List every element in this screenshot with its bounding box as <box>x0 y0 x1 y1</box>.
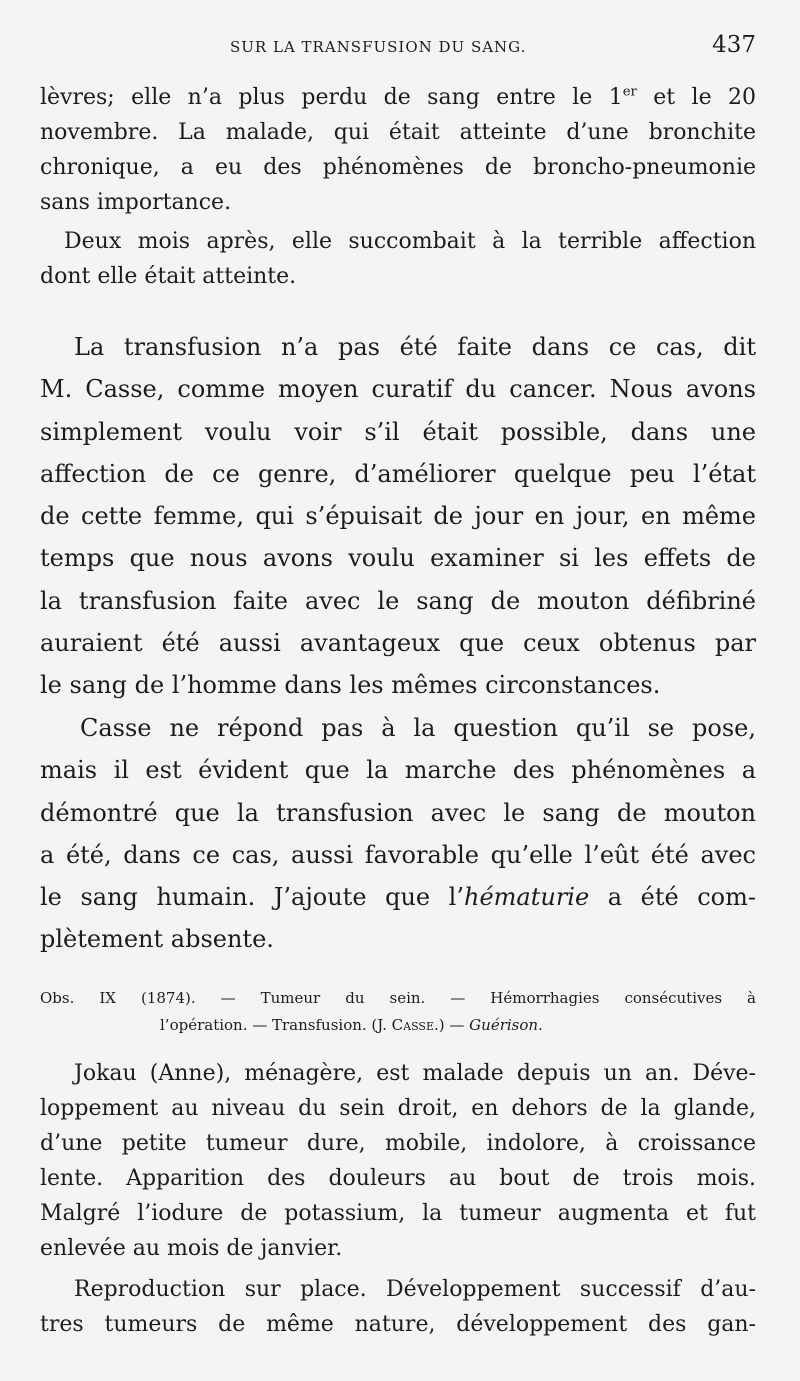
text-line: d’une petite tumeur dure, mobile, indolore, à croissance <box>40 1131 756 1156</box>
text-line: mais il est évident que la marche des phénomènes a <box>40 756 756 785</box>
running-head: SUR LA TRANSFUSION DU SANG. <box>230 38 527 56</box>
text-line: le sang humain. J’ajoute que l’hématurie a été com- <box>40 883 756 912</box>
italic-term: hématurie <box>463 883 590 912</box>
text-line: auraient été aussi avantageux que ceux obtenus par <box>40 629 756 658</box>
paragraph-1 <box>40 80 756 220</box>
text-line: Malgré l’iodure de potassium, la tumeur augmenta et fut <box>40 1201 756 1226</box>
text-line: enlevée au mois de janvier. <box>40 1236 343 1261</box>
text-line: lente. Apparition des douleurs au bout de trois mois. <box>40 1166 756 1191</box>
paragraph-2 <box>40 224 756 294</box>
text-line: tres tumeurs de même nature, développement des gan- <box>40 1312 756 1337</box>
observation-heading <box>40 985 756 1039</box>
paragraph-6 <box>40 1272 756 1342</box>
text-line: démontré que la transfusion avec le sang de mouton <box>40 798 756 827</box>
text-line: novembre. La malade, qui était atteinte d’une bronchite <box>40 120 756 145</box>
text-line: a été, dans ce cas, aussi favorable qu’elle l’eût été avec <box>40 840 756 869</box>
text-line: Jokau (Anne), ménagère, est malade depuis un an. Déve- <box>74 1061 756 1086</box>
text-line: plètement absente. <box>40 925 274 954</box>
outcome: Guérison. <box>469 1016 543 1034</box>
text-line: sans importance. <box>40 190 232 215</box>
page-number: 437 <box>712 32 756 58</box>
author-name: Casse <box>391 1016 435 1034</box>
text-line: de cette femme, qui s’épuisait de jour en jour, en même <box>40 502 756 531</box>
text-line: l’opération. — Transfusion. (J. Casse.) — Guérison. <box>160 1016 543 1034</box>
text-line: Reproduction sur place. Développement successif d’au- <box>74 1277 756 1302</box>
text-line: Deux mois après, elle succombait à la terrible affection <box>64 229 756 254</box>
paragraph-3 <box>40 326 756 707</box>
text-line: Obs. IX (1874). — Tumeur du sein. — Hémorrhagies consécutives à <box>40 989 756 1007</box>
paragraph-4 <box>40 707 756 961</box>
text-line: affection de ce genre, d’améliorer quelque peu l’état <box>40 459 756 488</box>
text-line: temps que nous avons voulu examiner si les effets de <box>40 544 756 573</box>
paragraph-5 <box>40 1056 756 1266</box>
text-line: la transfusion faite avec le sang de mouton défibriné <box>40 586 756 615</box>
text-line: M. Casse, comme moyen curatif du cancer. Nous avons <box>40 375 756 404</box>
text-line: le sang de l’homme dans les mêmes circonstances. <box>40 671 661 700</box>
page-header <box>40 30 756 70</box>
text-line: chronique, a eu des phénomènes de broncho-pneumonie <box>40 155 756 180</box>
text-line: lèvres; elle n’a plus perdu de sang entre le 1er et le 20 <box>40 84 756 110</box>
text-line: simplement voulu voir s’il était possible, dans une <box>40 417 756 446</box>
text-line: La transfusion n’a pas été faite dans ce cas, dit <box>74 333 756 361</box>
superscript: er <box>622 84 637 100</box>
text-line: dont elle était atteinte. <box>40 264 297 289</box>
text-line: loppement au niveau du sein droit, en dehors de la glande, <box>40 1096 756 1121</box>
text-line: Casse ne répond pas à la question qu’il se pose, <box>80 714 756 742</box>
